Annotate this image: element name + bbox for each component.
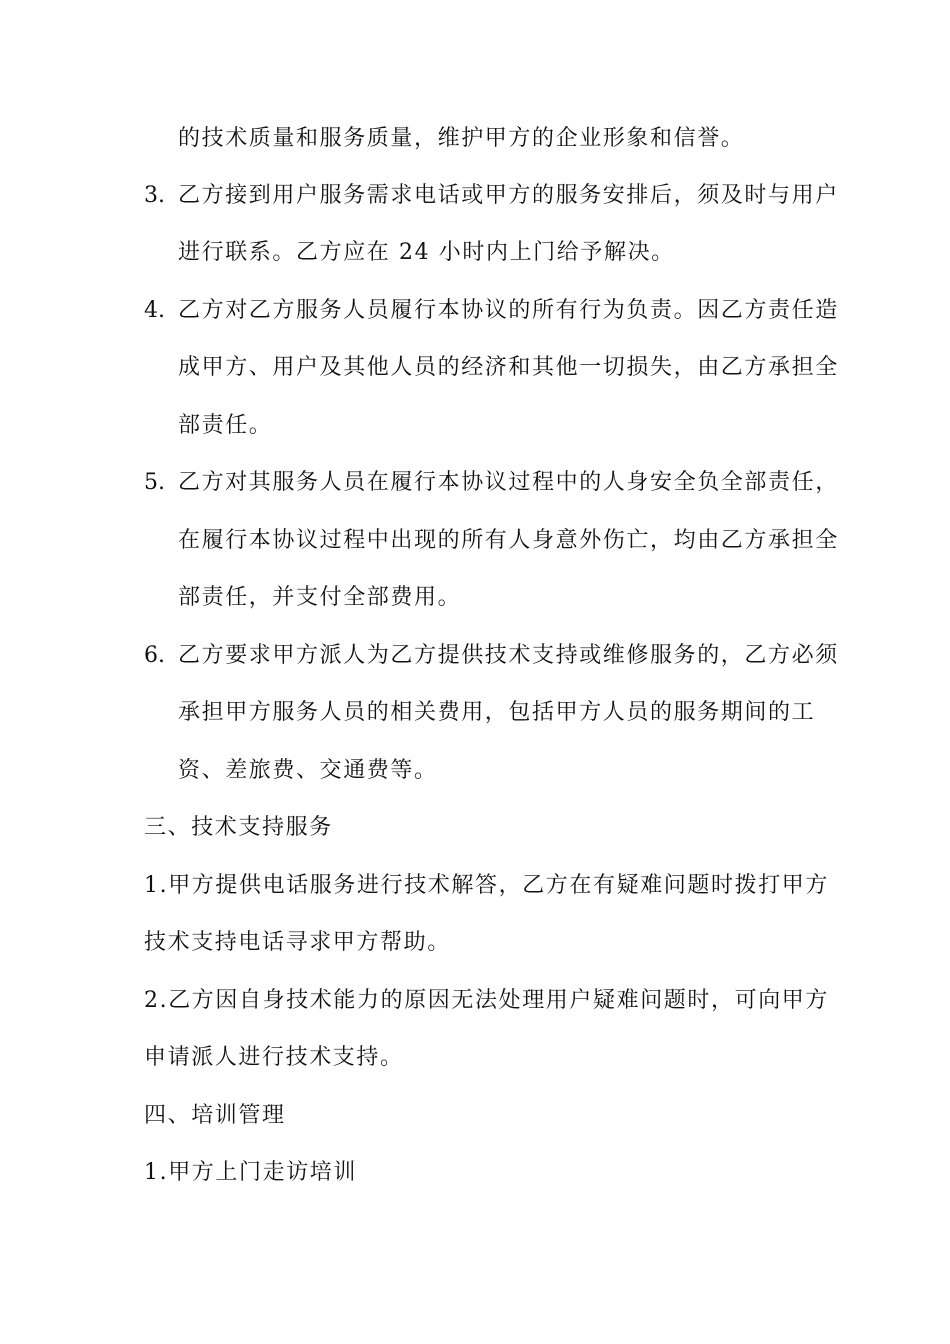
item-3-number: 3. [144, 183, 165, 208]
section-3-p1-line-2: 技术支持电话寻求甲方帮助。 [144, 930, 451, 955]
item-4-number: 4. [144, 298, 165, 323]
section-4-p1-line-1: 1.甲方上门走访培训 [144, 1160, 357, 1185]
item-5-line-1: 乙方对其服务人员在履行本协议过程中的人身安全负全部责任， [178, 470, 839, 495]
item-5-number: 5. [144, 470, 165, 495]
item-4-line-2: 成甲方、用户及其他人员的经济和其他一切损失，由乙方承担全 [178, 355, 839, 380]
section-3-p1-line-1: 1.甲方提供电话服务进行技术解答，乙方在有疑难问题时拨打甲方 [144, 873, 829, 898]
section-4-heading: 四、培训管理 [144, 1103, 286, 1128]
item-3-line-2: 进行联系。乙方应在 24 小时内上门给予解决。 [178, 240, 675, 265]
section-3-heading: 三、技术支持服务 [144, 815, 333, 840]
item-6-number: 6. [144, 643, 165, 668]
item-4-line-3: 部责任。 [178, 413, 273, 438]
section-3-p2-line-1: 2.乙方因自身技术能力的原因无法处理用户疑难问题时，可向甲方 [144, 988, 829, 1013]
item-4-line-1: 乙方对乙方服务人员履行本协议的所有行为负责。因乙方责任造 [178, 298, 839, 323]
item-6-line-2: 承担甲方服务人员的相关费用，包括甲方人员的服务期间的工 [178, 700, 816, 725]
continuation-line: 的技术质量和服务质量，维护甲方的企业形象和信誉。 [178, 126, 745, 151]
item-3-line-1: 乙方接到用户服务需求电话或甲方的服务安排后，须及时与用户 [178, 183, 839, 208]
item-6-line-1: 乙方要求甲方派人为乙方提供技术支持或维修服务的，乙方必须 [178, 643, 839, 668]
item-5-line-3: 部责任，并支付全部费用。 [178, 585, 462, 610]
item-5-line-2: 在履行本协议过程中出现的所有人身意外伤亡，均由乙方承担全 [178, 528, 839, 553]
section-3-p2-line-2: 申请派人进行技术支持。 [144, 1045, 404, 1070]
item-6-line-3: 资、差旅费、交通费等。 [178, 758, 438, 783]
